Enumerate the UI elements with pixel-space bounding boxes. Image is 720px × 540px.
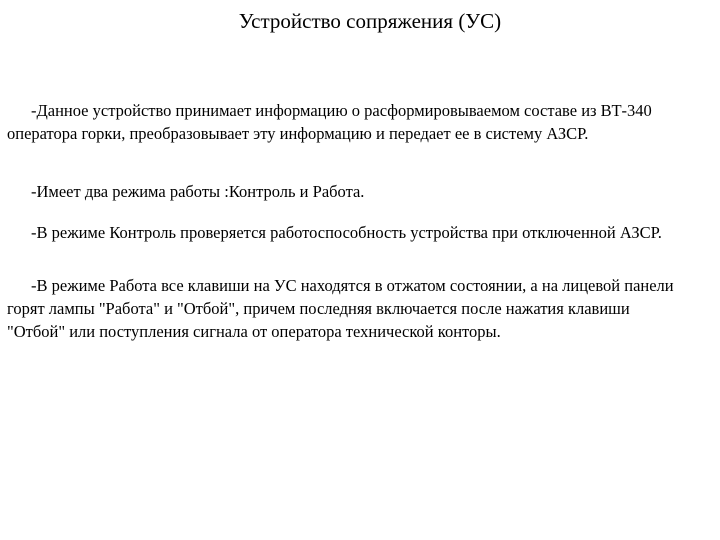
slide-title: Устройство сопряжения (УС) (238, 9, 502, 33)
paragraph-work-mode: -В режиме Работа все клавиши на УС находятся в отжатом состоянии, а на лицевой панели горят лампы "Работа" и "Отбой", причем последняя включается после нажатия клавиши "Отбой" или поступления сигнала от оператора технической конторы. (7, 276, 674, 341)
paragraph-description: -Данное устройство принимает информацию о расформировываемом составе из ВТ-340 оператора горки, преобразовывает эту информацию и передает ее в систему АЗСР. (7, 101, 652, 143)
paragraph-modes: -Имеет два режима работы :Контроль и Работа. (31, 182, 365, 201)
paragraph-control-mode: -В режиме Контроль проверяется работоспособность устройства при отключенной АЗСР. (31, 223, 662, 242)
